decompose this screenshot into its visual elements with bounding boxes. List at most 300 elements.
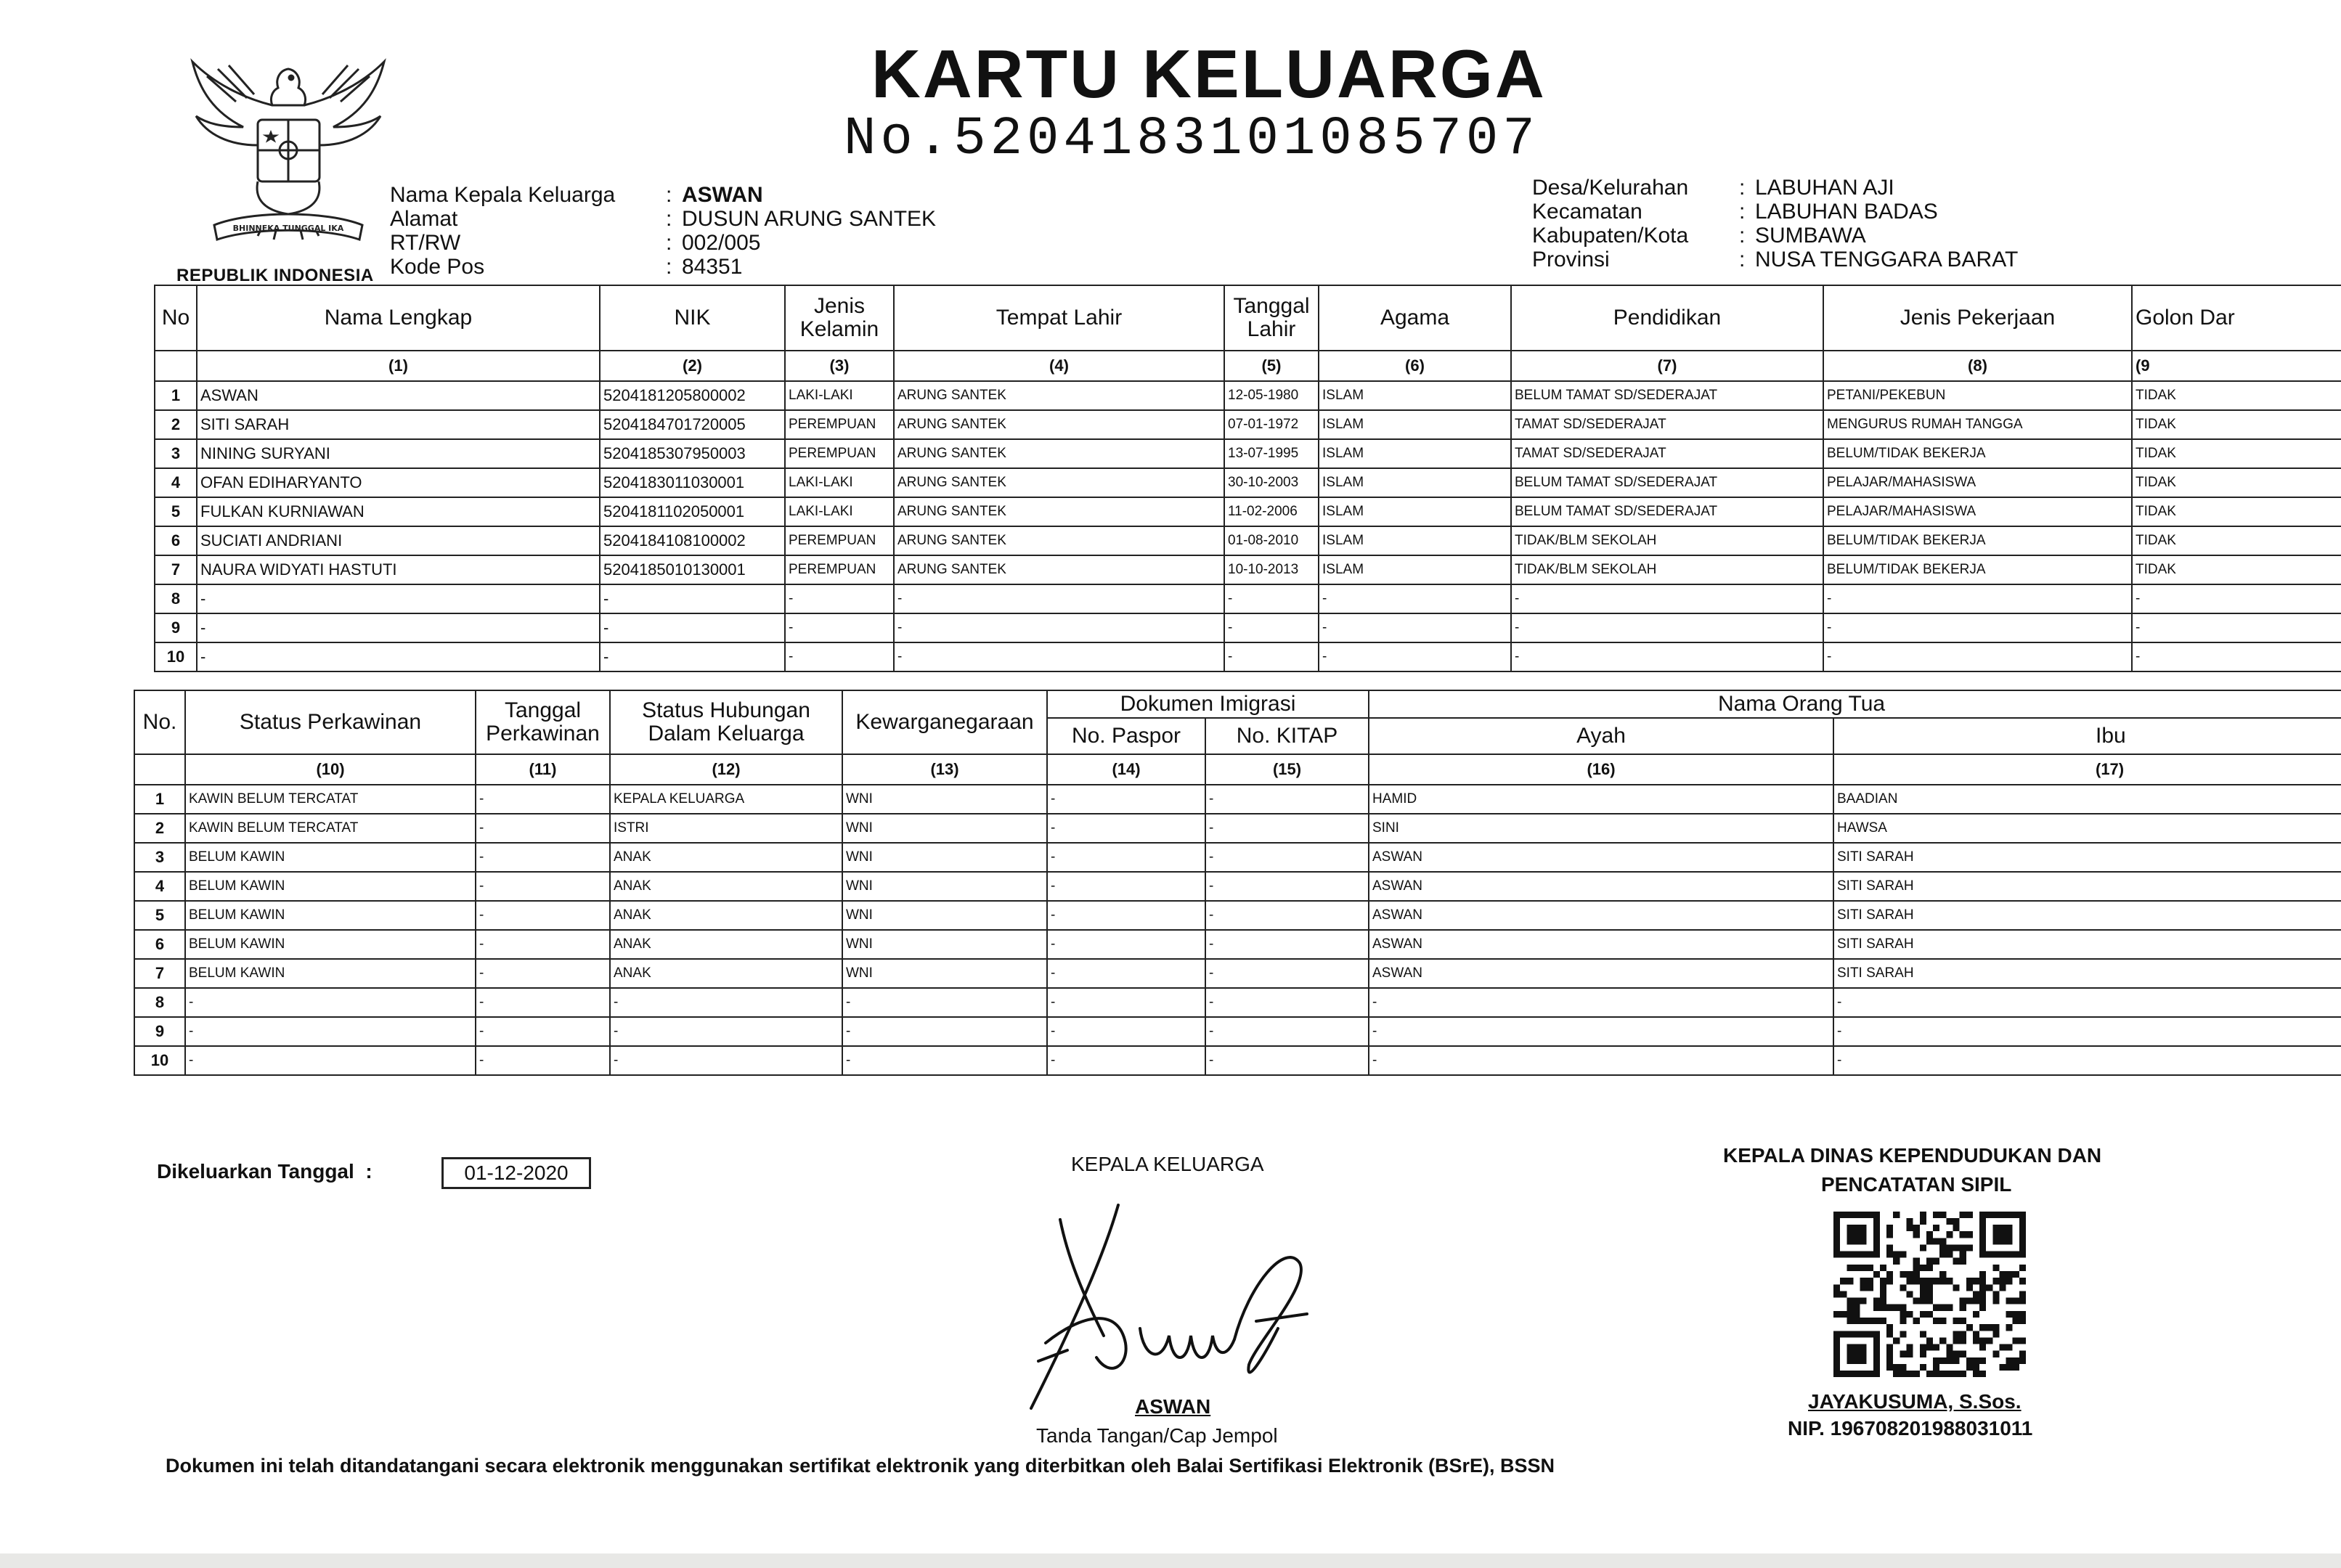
table-cell-jk: - (785, 642, 894, 671)
table-cell-gol: TIDAK (2132, 497, 2341, 526)
table-cell-no: 1 (134, 785, 185, 814)
family-members-table (154, 285, 2341, 672)
table-cell-tgl: - (476, 785, 610, 814)
table-cell-nik: 5204184108100002 (600, 526, 785, 555)
col-number: (3) (785, 351, 894, 381)
table-cell-wn: - (842, 1046, 1047, 1075)
table-cell-nik: 5204183011030001 (600, 468, 785, 497)
table-cell-jk: - (785, 613, 894, 642)
table-cell-tempat: ARUNG SANTEK (894, 439, 1224, 468)
table-cell-pendidikan: TIDAK/BLM SEKOLAH (1511, 526, 1823, 555)
table-cell-ayah: - (1369, 1017, 1833, 1046)
table-cell-no: 9 (134, 1017, 185, 1046)
table-cell-no: 3 (134, 843, 185, 872)
table-cell-gol: TIDAK (2132, 468, 2341, 497)
table-cell-hub: ANAK (610, 930, 842, 959)
table-cell-tempat: ARUNG SANTEK (894, 526, 1224, 555)
info-label: Kecamatan (1532, 200, 1642, 224)
table-cell-gol: - (2132, 613, 2341, 642)
table-cell-tgl: 30-10-2003 (1224, 468, 1319, 497)
table-cell-no: 8 (155, 584, 197, 613)
table-cell-paspor: - (1047, 930, 1205, 959)
table-row (134, 1017, 2341, 1046)
table-row (134, 814, 2341, 843)
info-row-kodepos: Kode Pos : 84351 (390, 255, 743, 279)
issued-colon: : (365, 1160, 372, 1183)
table-cell-agama: ISLAM (1319, 555, 1511, 584)
table-cell-agama: ISLAM (1319, 439, 1511, 468)
table-cell-ayah: ASWAN (1369, 843, 1833, 872)
col-number: (12) (610, 754, 842, 785)
head-of-family-name: ASWAN (1135, 1395, 1211, 1418)
table-cell-no: 9 (155, 613, 197, 642)
table-cell-pendidikan: - (1511, 613, 1823, 642)
table-cell-status: BELUM KAWIN (185, 872, 476, 901)
table-cell-nama: SUCIATI ANDRIANI (197, 526, 600, 555)
info-row-kecamatan: Kecamatan : LABUHAN BADAS (1532, 200, 1938, 224)
col-header: No. KITAP (1205, 718, 1369, 754)
info-row-provinsi: Provinsi : NUSA TENGGARA BARAT (1532, 248, 2019, 271)
table-cell-status: KAWIN BELUM TERCATAT (185, 814, 476, 843)
col-header: NIK (600, 285, 785, 351)
table-cell-ibu: SITI SARAH (1833, 930, 2341, 959)
table-cell-no: 4 (155, 468, 197, 497)
table-cell-paspor: - (1047, 1017, 1205, 1046)
table-cell-paspor: - (1047, 814, 1205, 843)
table-cell-ayah: ASWAN (1369, 901, 1833, 930)
table1-header-row (155, 285, 2341, 351)
table-cell-tgl: 11-02-2006 (1224, 497, 1319, 526)
info-value: NUSA TENGGARA BARAT (1755, 248, 2019, 271)
table-row (134, 872, 2341, 901)
table-cell-tgl: - (1224, 584, 1319, 613)
table-cell-gol: TIDAK (2132, 555, 2341, 584)
table-cell-ayah: SINI (1369, 814, 1833, 843)
table-cell-nama: - (197, 642, 600, 671)
family-status-table (134, 690, 2341, 1076)
table-cell-agama: - (1319, 613, 1511, 642)
table-cell-pekerjaan: BELUM/TIDAK BEKERJA (1823, 439, 2132, 468)
col-header: No. (134, 690, 185, 754)
table-cell-pekerjaan: BELUM/TIDAK BEKERJA (1823, 555, 2132, 584)
info-value: 002/005 (682, 231, 761, 255)
col-header: Status Perkawinan (185, 690, 476, 754)
info-row-alamat: Alamat : DUSUN ARUNG SANTEK (390, 207, 937, 231)
table-cell-no: 10 (134, 1046, 185, 1075)
garuda-pancasila-emblem (185, 54, 392, 254)
table-cell-nik: 5204184701720005 (600, 410, 785, 439)
table-cell-paspor: - (1047, 988, 1205, 1017)
table-cell-nama: SITI SARAH (197, 410, 600, 439)
table-cell-pendidikan: BELUM TAMAT SD/SEDERAJAT (1511, 468, 1823, 497)
emblem-motto: BHINNEKA TUNGGAL IKA (232, 224, 344, 233)
table-cell-gol: TIDAK (2132, 439, 2341, 468)
col-number: (17) (1833, 754, 2341, 785)
col-header: Jenis Pekerjaan (1823, 285, 2132, 351)
table-cell-tempat: - (894, 642, 1224, 671)
table-cell-pendidikan: - (1511, 642, 1823, 671)
table-cell-tgl: - (476, 1046, 610, 1075)
table-cell-kitap: - (1205, 1046, 1369, 1075)
table-cell-gol: TIDAK (2132, 526, 2341, 555)
table-cell-pekerjaan: PETANI/PEKEBUN (1823, 381, 2132, 410)
table-cell-wn: WNI (842, 843, 1047, 872)
table-cell-kitap: - (1205, 872, 1369, 901)
col-number: (4) (894, 351, 1224, 381)
table-cell-hub: ANAK (610, 872, 842, 901)
table-cell-nama: OFAN EDIHARYANTO (197, 468, 600, 497)
table-cell-ibu: - (1833, 1017, 2341, 1046)
table-cell-ibu: - (1833, 988, 2341, 1017)
table-cell-tgl: - (476, 959, 610, 988)
table-row (134, 988, 2341, 1017)
info-label: Nama Kepala Keluarga (390, 183, 616, 207)
table-cell-kitap: - (1205, 959, 1369, 988)
table-row (155, 584, 2341, 613)
table-row (155, 555, 2341, 584)
table-cell-ibu: BAADIAN (1833, 785, 2341, 814)
table-cell-nik: - (600, 642, 785, 671)
table-cell-tgl: - (476, 814, 610, 843)
col-header: Pendidikan (1511, 285, 1823, 351)
table-cell-nik: 5204185307950003 (600, 439, 785, 468)
table-row (134, 901, 2341, 930)
table-row (134, 930, 2341, 959)
table-cell-pendidikan: BELUM TAMAT SD/SEDERAJAT (1511, 497, 1823, 526)
info-row-kabupaten: Kabupaten/Kota : SUMBAWA (1532, 224, 1866, 248)
table-cell-ayah: - (1369, 988, 1833, 1017)
table-cell-ayah: HAMID (1369, 785, 1833, 814)
table-cell-pendidikan: TAMAT SD/SEDERAJAT (1511, 439, 1823, 468)
table2-header-row-1 (134, 690, 2341, 718)
col-header: Status Hubungan Dalam Keluarga (610, 690, 842, 754)
table-cell-nama: FULKAN KURNIAWAN (197, 497, 600, 526)
table-cell-no: 7 (134, 959, 185, 988)
table-cell-pekerjaan: PELAJAR/MAHASISWA (1823, 468, 2132, 497)
table-cell-status: - (185, 1017, 476, 1046)
document-title: KARTU KELUARGA (871, 36, 1547, 112)
col-header: Tanggal Perkawinan (476, 690, 610, 754)
col-number: (15) (1205, 754, 1369, 785)
table-cell-no: 10 (155, 642, 197, 671)
table-cell-jk: LAKI-LAKI (785, 497, 894, 526)
table-cell-kitap: - (1205, 901, 1369, 930)
col-header: Kewarganegaraan (842, 690, 1047, 754)
table-cell-ayah: ASWAN (1369, 872, 1833, 901)
table-cell-jk: PEREMPUAN (785, 410, 894, 439)
col-number (155, 351, 197, 381)
table-cell-tgl: - (476, 1017, 610, 1046)
info-label: Provinsi (1532, 248, 1610, 271)
table-cell-ibu: HAWSA (1833, 814, 2341, 843)
table-cell-tempat: ARUNG SANTEK (894, 381, 1224, 410)
issued-label-text: Dikeluarkan Tanggal (157, 1160, 354, 1183)
official-nip: NIP. 196708201988031011 (1788, 1417, 2033, 1440)
table-row (155, 497, 2341, 526)
table-cell-no: 1 (155, 381, 197, 410)
table-cell-agama: - (1319, 584, 1511, 613)
issued-label (157, 1160, 372, 1183)
table-cell-ibu: - (1833, 1046, 2341, 1075)
info-value: LABUHAN BADAS (1755, 200, 1938, 224)
table-cell-nama: - (197, 584, 600, 613)
col-number: (5) (1224, 351, 1319, 381)
table-cell-pekerjaan: - (1823, 584, 2132, 613)
table-row (134, 1046, 2341, 1075)
info-value: DUSUN ARUNG SANTEK (682, 207, 937, 231)
table-cell-status: KAWIN BELUM TERCATAT (185, 785, 476, 814)
table-cell-tgl: 01-08-2010 (1224, 526, 1319, 555)
table-cell-pendidikan: BELUM TAMAT SD/SEDERAJAT (1511, 381, 1823, 410)
table-cell-tgl: 07-01-1972 (1224, 410, 1319, 439)
table-cell-jk: PEREMPUAN (785, 439, 894, 468)
table-cell-wn: WNI (842, 814, 1047, 843)
table-cell-nama: - (197, 613, 600, 642)
table-cell-jk: PEREMPUAN (785, 526, 894, 555)
table-cell-jk: LAKI-LAKI (785, 381, 894, 410)
info-row-desa: Desa/Kelurahan : LABUHAN AJI (1532, 176, 1894, 200)
country-label: REPUBLIK INDONESIA (176, 266, 374, 285)
table-cell-ayah: - (1369, 1046, 1833, 1075)
col-number: (6) (1319, 351, 1511, 381)
table-cell-tgl: - (1224, 613, 1319, 642)
table-cell-gol: TIDAK (2132, 381, 2341, 410)
table-cell-paspor: - (1047, 901, 1205, 930)
table-row (155, 381, 2341, 410)
table-cell-agama: ISLAM (1319, 497, 1511, 526)
table-cell-tgl: - (476, 988, 610, 1017)
col-number: (14) (1047, 754, 1205, 785)
table-cell-paspor: - (1047, 785, 1205, 814)
table-cell-hub: ANAK (610, 901, 842, 930)
table-cell-no: 5 (155, 497, 197, 526)
col-header: Nama Lengkap (197, 285, 600, 351)
table-cell-tgl: 10-10-2013 (1224, 555, 1319, 584)
table-cell-tgl: - (476, 930, 610, 959)
qr-code (1833, 1211, 2026, 1378)
official-name: JAYAKUSUMA, S.Sos. (1808, 1390, 2022, 1413)
table-cell-tempat: ARUNG SANTEK (894, 468, 1224, 497)
table-cell-wn: WNI (842, 872, 1047, 901)
table-cell-no: 2 (155, 410, 197, 439)
col-number: (2) (600, 351, 785, 381)
col-number: (13) (842, 754, 1047, 785)
table-cell-paspor: - (1047, 843, 1205, 872)
table-cell-pendidikan: - (1511, 584, 1823, 613)
table-cell-tgl: 13-07-1995 (1224, 439, 1319, 468)
table-cell-pekerjaan: BELUM/TIDAK BEKERJA (1823, 526, 2132, 555)
table-cell-kitap: - (1205, 930, 1369, 959)
table-cell-tempat: - (894, 584, 1224, 613)
table-cell-ibu: SITI SARAH (1833, 959, 2341, 988)
info-label: Kabupaten/Kota (1532, 224, 1689, 248)
table-cell-tempat: - (894, 613, 1224, 642)
table-cell-wn: WNI (842, 901, 1047, 930)
table-cell-ayah: ASWAN (1369, 959, 1833, 988)
table-cell-kitap: - (1205, 785, 1369, 814)
col-header: Ayah (1369, 718, 1833, 754)
table2-number-row (134, 754, 2341, 785)
info-row-rtrw: RT/RW : 002/005 (390, 231, 761, 255)
table-cell-ayah: ASWAN (1369, 930, 1833, 959)
col-header: Tempat Lahir (894, 285, 1224, 351)
table-cell-status: BELUM KAWIN (185, 843, 476, 872)
table-row (155, 526, 2341, 555)
table-cell-wn: WNI (842, 930, 1047, 959)
table-cell-pekerjaan: - (1823, 642, 2132, 671)
table-cell-agama: ISLAM (1319, 381, 1511, 410)
info-label: Desa/Kelurahan (1532, 176, 1689, 200)
table-cell-wn: WNI (842, 785, 1047, 814)
official-title-2: PENCATATAN SIPIL (1821, 1173, 2012, 1196)
col-header: Tanggal Lahir (1224, 285, 1319, 351)
table-row (155, 410, 2341, 439)
table-cell-no: 5 (134, 901, 185, 930)
table-cell-agama: ISLAM (1319, 468, 1511, 497)
table-cell-wn: - (842, 988, 1047, 1017)
table-cell-status: BELUM KAWIN (185, 930, 476, 959)
table-cell-tgl: 12-05-1980 (1224, 381, 1319, 410)
col-number: (9 (2132, 351, 2341, 381)
issued-date: 01-12-2020 (441, 1157, 591, 1189)
table-cell-pendidikan: TAMAT SD/SEDERAJAT (1511, 410, 1823, 439)
table-cell-hub: ANAK (610, 843, 842, 872)
table-cell-no: 7 (155, 555, 197, 584)
col-header: Jenis Kelamin (785, 285, 894, 351)
electronic-signature-note: Dokumen ini telah ditandatangani secara elektronik menggunakan sertifikat elektronik yang diterbitkan oleh Balai Sertifikasi Elektronik (BSrE), BSSN (166, 1455, 1555, 1477)
col-header: Golon Dar (2132, 285, 2341, 351)
table-cell-nama: NAURA WIDYATI HASTUTI (197, 555, 600, 584)
page-edge (0, 1553, 2341, 1568)
table-row (155, 642, 2341, 671)
table-cell-tgl: - (476, 901, 610, 930)
table1-number-row (155, 351, 2341, 381)
col-number: (1) (197, 351, 600, 381)
table-cell-pekerjaan: PELAJAR/MAHASISWA (1823, 497, 2132, 526)
table-cell-no: 3 (155, 439, 197, 468)
info-value: SUMBAWA (1755, 224, 1866, 248)
table-cell-jk: LAKI-LAKI (785, 468, 894, 497)
table-cell-hub: ANAK (610, 959, 842, 988)
table-cell-tempat: ARUNG SANTEK (894, 555, 1224, 584)
info-value: LABUHAN AJI (1755, 176, 1894, 200)
table-cell-ibu: SITI SARAH (1833, 901, 2341, 930)
table-cell-pendidikan: TIDAK/BLM SEKOLAH (1511, 555, 1823, 584)
table-cell-hub: - (610, 1017, 842, 1046)
document-number: No.5204183101085707 (844, 109, 1539, 170)
col-header: No (155, 285, 197, 351)
col-number: (10) (185, 754, 476, 785)
info-row-kepala: Nama Kepala Keluarga : ASWAN (390, 183, 763, 207)
table-cell-pekerjaan: - (1823, 613, 2132, 642)
table-cell-nik: - (600, 613, 785, 642)
col-number (134, 754, 185, 785)
col-number: (16) (1369, 754, 1833, 785)
table-cell-no: 4 (134, 872, 185, 901)
table-cell-nik: 5204185010130001 (600, 555, 785, 584)
table-cell-pekerjaan: MENGURUS RUMAH TANGGA (1823, 410, 2132, 439)
table-cell-agama: ISLAM (1319, 526, 1511, 555)
table-cell-ibu: SITI SARAH (1833, 872, 2341, 901)
head-of-family-caption: Tanda Tangan/Cap Jempol (1036, 1424, 1278, 1447)
table-cell-no: 6 (155, 526, 197, 555)
table-cell-kitap: - (1205, 1017, 1369, 1046)
table-cell-tgl: - (476, 872, 610, 901)
table-cell-wn: WNI (842, 959, 1047, 988)
table-cell-no: 8 (134, 988, 185, 1017)
table-cell-status: BELUM KAWIN (185, 901, 476, 930)
table-cell-kitap: - (1205, 843, 1369, 872)
table-cell-tgl: - (476, 843, 610, 872)
col-header: Ibu (1833, 718, 2341, 754)
table-cell-nama: ASWAN (197, 381, 600, 410)
table-cell-hub: ISTRI (610, 814, 842, 843)
table-cell-wn: - (842, 1017, 1047, 1046)
col-header: Nama Orang Tua (1369, 690, 2341, 718)
col-number: (11) (476, 754, 610, 785)
table-cell-tempat: ARUNG SANTEK (894, 497, 1224, 526)
header-info-left (390, 183, 936, 279)
table-row (134, 785, 2341, 814)
table-cell-nik: 5204181102050001 (600, 497, 785, 526)
official-title-1: KEPALA DINAS KEPENDUDUKAN DAN (1723, 1144, 2102, 1167)
table-cell-tgl: - (1224, 642, 1319, 671)
col-header: No. Paspor (1047, 718, 1205, 754)
table-row (134, 959, 2341, 988)
table-cell-nik: 5204181205800002 (600, 381, 785, 410)
table-cell-paspor: - (1047, 959, 1205, 988)
table-cell-nama: NINING SURYANI (197, 439, 600, 468)
table-row (155, 439, 2341, 468)
table-cell-status: - (185, 1046, 476, 1075)
table-row (134, 843, 2341, 872)
table-cell-hub: - (610, 988, 842, 1017)
info-value: ASWAN (682, 183, 763, 207)
table-cell-nik: - (600, 584, 785, 613)
col-number: (8) (1823, 351, 2132, 381)
col-header: Dokumen Imigrasi (1047, 690, 1369, 718)
table-cell-hub: - (610, 1046, 842, 1075)
table-cell-jk: PEREMPUAN (785, 555, 894, 584)
table-row (155, 613, 2341, 642)
table-cell-status: BELUM KAWIN (185, 959, 476, 988)
header-info-right (1532, 176, 2018, 271)
table-cell-hub: KEPALA KELUARGA (610, 785, 842, 814)
table-cell-gol: - (2132, 584, 2341, 613)
table-cell-agama: - (1319, 642, 1511, 671)
info-label: RT/RW (390, 231, 461, 255)
table-cell-no: 6 (134, 930, 185, 959)
table-cell-kitap: - (1205, 814, 1369, 843)
table-cell-kitap: - (1205, 988, 1369, 1017)
table-cell-paspor: - (1047, 1046, 1205, 1075)
head-of-family-title: KEPALA KELUARGA (1071, 1153, 1264, 1175)
table-cell-ibu: SITI SARAH (1833, 843, 2341, 872)
info-value: 84351 (682, 255, 743, 279)
table-cell-no: 2 (134, 814, 185, 843)
col-number: (7) (1511, 351, 1823, 381)
table-cell-tempat: ARUNG SANTEK (894, 410, 1224, 439)
table-cell-paspor: - (1047, 872, 1205, 901)
table-cell-jk: - (785, 584, 894, 613)
table-cell-gol: - (2132, 642, 2341, 671)
table-cell-gol: TIDAK (2132, 410, 2341, 439)
info-label: Alamat (390, 207, 458, 231)
table-cell-status: - (185, 988, 476, 1017)
col-header: Agama (1319, 285, 1511, 351)
info-label: Kode Pos (390, 255, 485, 279)
table-row (155, 468, 2341, 497)
